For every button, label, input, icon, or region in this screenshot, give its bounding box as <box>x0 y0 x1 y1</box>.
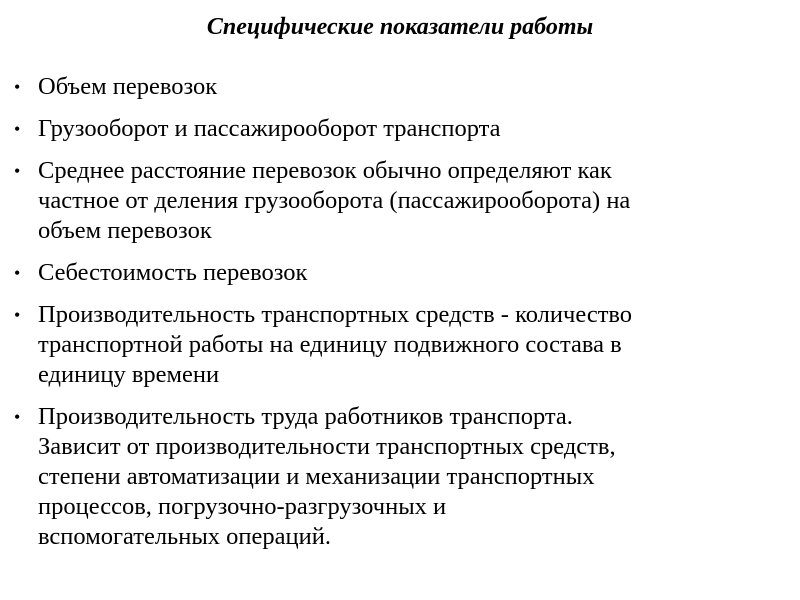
bullet-item <box>14 156 800 246</box>
bullet-item <box>14 258 800 288</box>
bullet-text <box>38 300 800 390</box>
bullet-text <box>38 156 800 246</box>
bullet-line: степени автоматизации и механизации транспортных <box>38 463 595 490</box>
bullet-item <box>14 72 800 102</box>
bullet-line: Объем перевозок <box>38 73 218 100</box>
bullet-text <box>38 258 800 288</box>
bullet-line: вспомогательных операций. <box>38 523 331 550</box>
bullet-line: единицу времени <box>38 361 220 388</box>
bullet-icon: • <box>14 77 21 97</box>
bullet-item <box>14 402 800 552</box>
bullet-text <box>38 402 800 552</box>
bullet-line: частное от деления грузооборота (пассажирооборота) на <box>38 187 631 214</box>
bullet-line: Среднее расстояние перевозок обычно определяют как <box>38 157 612 184</box>
bullet-icon: • <box>14 119 21 139</box>
bullet-icon: • <box>14 161 21 181</box>
bullet-item <box>14 114 800 144</box>
bullet-icon: • <box>14 263 21 283</box>
bullet-text <box>38 72 800 102</box>
bullet-line: Производительность транспортных средств - количество <box>38 301 633 328</box>
bullet-text <box>38 114 800 144</box>
bullet-icon: • <box>14 407 21 427</box>
bullet-line: Зависит от производительности транспортных средств, <box>38 433 616 460</box>
bullet-line: процессов, погрузочно-разгрузочных и <box>38 493 447 520</box>
bullet-line: Производительность труда работников транспорта. <box>38 403 573 430</box>
bullet-line: объем перевозок <box>38 217 212 244</box>
bullet-icon: • <box>14 305 21 325</box>
slide-title: Специфические показатели работы <box>206 14 594 40</box>
bullet-item <box>14 300 800 390</box>
bullet-line: транспортной работы на единицу подвижного состава в <box>38 331 622 358</box>
bullet-line: Себестоимость перевозок <box>38 259 308 286</box>
bullet-line: Грузооборот и пассажирооборот транспорта <box>38 115 501 142</box>
bullet-list <box>14 72 800 564</box>
